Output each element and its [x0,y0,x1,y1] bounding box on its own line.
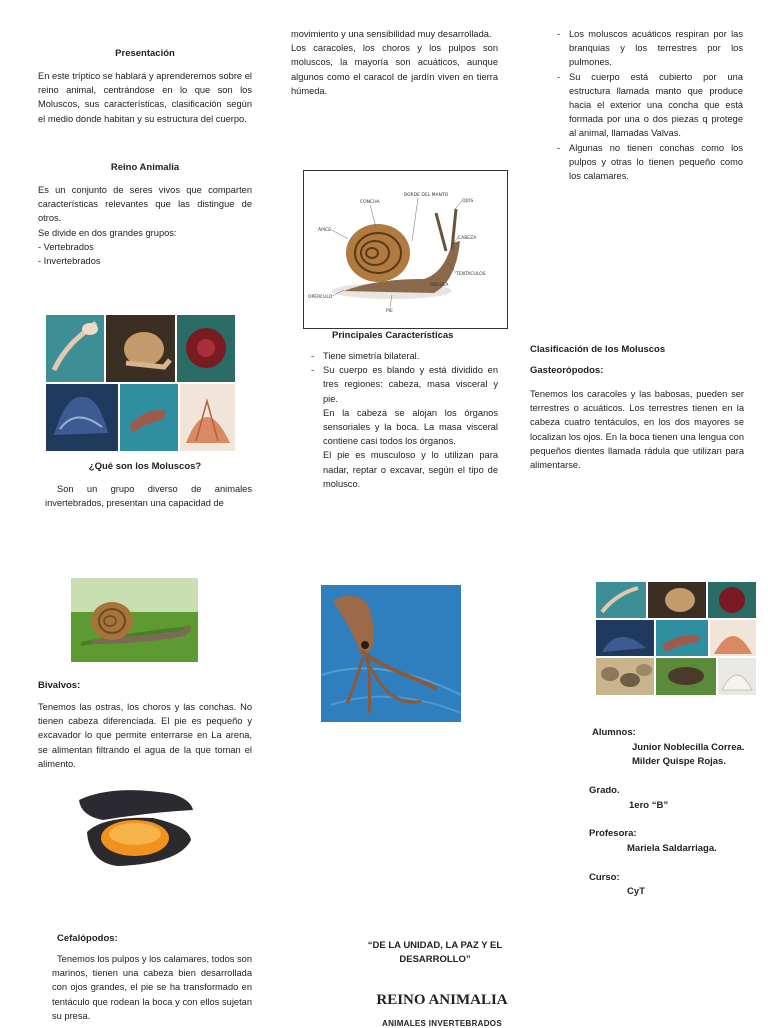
moluscos-bullets [555,27,743,183]
bullet-respiracion: - Los moluscos acuáticos respiran por las branquias y los terrestres por los pulmones. [555,27,743,70]
label-borde-manto: BORDE DEL MANTO [404,193,449,198]
bivalvos-heading: Bivalvos: [38,680,81,691]
label-ojos: OJOS [462,199,474,204]
bivalvos-text: Tenemos las ostras, los choros y las conchas. No tienen cabeza diferenciada. El pie es pequeño y excavador lo que permite enterrarse en La arena, se alimentan filtrando el agua de la que toman el alimento. [38,702,252,769]
cefalopodos-heading: Cefalópodos: [57,933,118,944]
clasificacion-heading: Clasificación de los Moluscos [530,344,666,355]
snail-anatomy-graphic [304,171,507,328]
label-cabeza: CABEZA [458,236,477,241]
caracteristica-simetria: - Tiene simetría bilateral. [309,349,498,363]
label-pie: PIE [386,309,393,314]
caracteristica-cabeza: En la cabeza se alojan los órganos sensoriales y la boca. La masa visceral contiene casi todos los órganos. [323,407,498,447]
profesora-label: Profesora: [589,828,637,839]
mussel-graphic [73,782,197,868]
caracteristica-cuerpo: - Su cuerpo es blando y está dividido en tres regiones: cabeza, masa visceral y pie. [309,363,498,406]
moluscos-movement-text: movimiento y una sensibilidad muy desarrollada. [291,29,492,39]
label-apice: ÁPICE [318,228,332,233]
garden-snail-image [71,578,198,662]
mollusc-collage-graphic-2 [596,582,756,695]
reino-animalia-heading: Reino Animalia [110,162,180,173]
moluscos-examples-text: Los caracoles, los choros y los pulpos son moluscos, la mayoría son acuáticos, aunque algunos como el caracol de jardín viven en tierra húmeda. [291,43,498,96]
bullet-sin-concha: - Algunas no tienen conchas como los pulpos y otras lo tienen pequeño como los calamares. [555,141,743,184]
cover-title: REINO ANIMALIA [376,992,508,1008]
curso-label: Curso: [589,872,620,883]
curso-value: CyT [627,886,645,897]
squid-image [321,585,461,722]
reino-groups-intro: Se divide en dos grandes grupos: [38,227,177,238]
mollusc-collage-image [46,315,235,451]
alumnos-label: Alumnos: [592,727,636,738]
label-tentaculos: TENTÁCULOS [456,272,486,277]
label-concha: CONCHA [360,200,380,205]
presentacion-heading: Presentación [115,48,175,59]
mussel-image [73,782,197,868]
mollusc-collage-image-2 [596,582,756,695]
reino-group-vertebrados: - Vertebrados [38,241,94,252]
snail-anatomy-diagram [303,170,508,329]
cover-subtitle: ANIMALES INVERTEBRADOS [382,1019,502,1028]
principales-caracteristicas-heading: Principales Características [332,330,454,341]
gasteropodos-heading: Gasteorópodos: [530,365,604,376]
caracteristica-pie: El pie es musculoso y lo utilizan para nadar, reptar o excavar, según el tipo de molusco. [323,450,498,489]
label-radula: RÁDULA [430,283,449,288]
que-son-moluscos-text: Son un grupo diverso de animales invertebrados, presentan una capacidad de [45,484,252,509]
mollusc-collage-graphic [46,315,235,451]
reino-definition: Es un conjunto de seres vivos que comparten características relevantes que las distingue de otros. [38,185,252,224]
que-son-moluscos-heading: ¿Qué son los Moluscos? [88,461,202,472]
reino-group-invertebrados: - Invertebrados [38,256,101,267]
alumno-1: Junior Noblecilla Correa. [632,742,745,753]
caracteristicas-list [309,349,498,491]
reino-animalia-text [38,183,252,268]
cefalopodos-text: Tenemos los pulpos y los calamares, todos son marinos, tienen una cabeza bien desarrollada con ojos grandes, el pie se ha transformado en tentáculo que rodean la boca y con ellos sujetan su presa. [52,954,252,1021]
presentacion-text: En este tríptico se hablará y aprenderemos sobre el reino animal, centrándose en lo que son los Moluscos, sus características, clasificación según el medio donde habitan y su estructura del cuerpo. [38,71,252,124]
grado-value: 1ero “B” [629,800,669,811]
motto: “DE LA UNIDAD, LA PAZ Y EL DESARROLLO” [367,940,503,965]
squid-graphic [321,585,461,722]
bullet-manto: - Su cuerpo está cubierto por una estructura llamada manto que produce hacia el exterior una concha que está formada por una o dos piezas q protege al animal, llamadas Valvas. [555,70,743,141]
garden-snail-graphic [71,578,198,662]
label-operculo: OPÉRCULO [308,295,333,300]
profesora-value: Mariela Saldarriaga. [627,843,717,854]
moluscos-continued-text [291,27,498,98]
alumno-2: Milder Quispe Rojas. [632,756,726,767]
grado-label: Grado. [589,785,620,796]
gasteropodos-text: Tenemos los caracoles y las babosas, pueden ser terrestres o acuáticos. Los terrestres tienen en la cabeza cuatro tentáculos, en los dos mayores se localizan los ojos. En la boca tienen una lengua con pequeños dientes llamada rádula que utilizan para alimentarse. [530,389,744,471]
